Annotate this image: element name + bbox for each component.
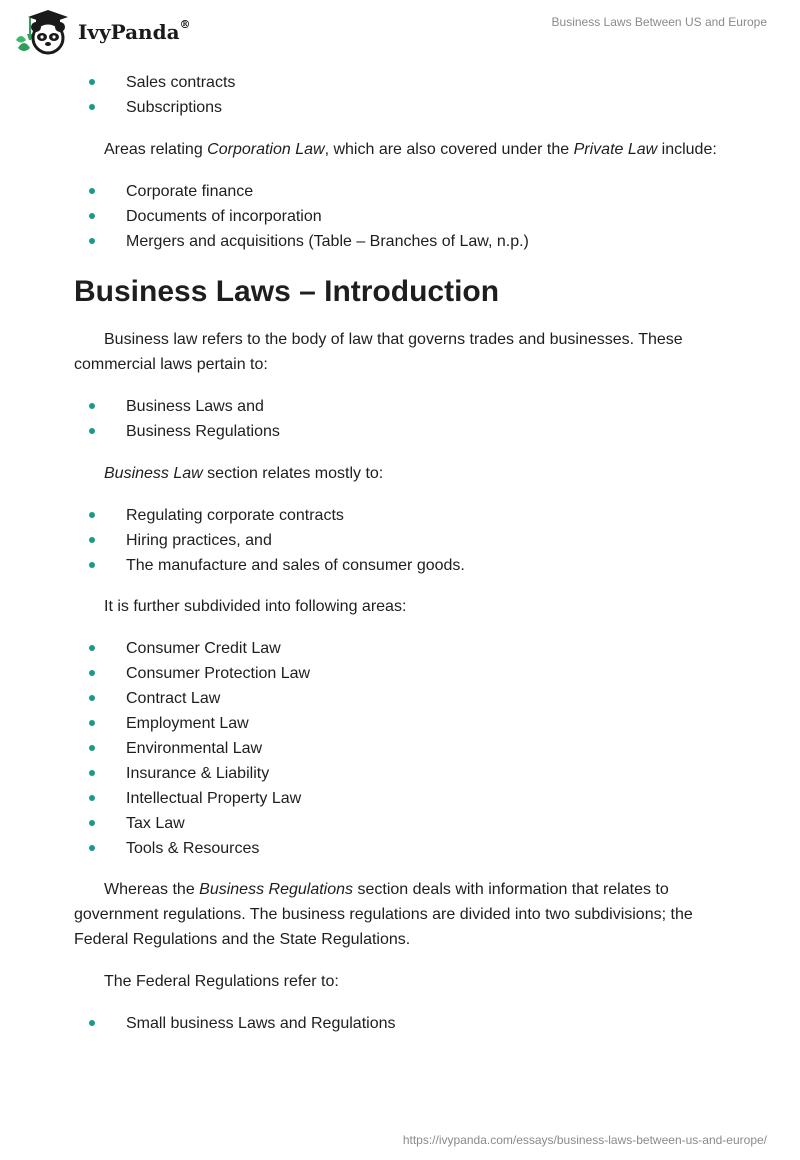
section-heading: Business Laws – Introduction: [74, 275, 500, 308]
bullet-list-federal: [74, 1011, 724, 1036]
bullet-list-top: [74, 70, 724, 120]
list-item: Employment Law: [74, 711, 724, 736]
list-item: Consumer Credit Law: [74, 636, 724, 661]
document-title: Business Laws Between US and Europe: [551, 15, 767, 29]
list-item: Business Laws and: [74, 394, 724, 419]
emphasis-private-law: Private Law: [573, 141, 658, 158]
text: section deals with information that relates to government regulations. The business regulations are divided into two subdivisions; the Federal Regulations and the State Regulations.: [74, 881, 693, 948]
list-item: Intellectual Property Law: [74, 786, 724, 811]
bullet-list-section: [74, 503, 724, 578]
list-item: Documents of incorporation: [74, 204, 724, 229]
paragraph-intro: Business law refers to the body of law that governs trades and businesses. These commercial laws pertain to:: [74, 331, 683, 373]
bullet-list-areas: [74, 636, 724, 861]
list-item: Tools & Resources: [74, 836, 724, 861]
paragraph-areas: It is further subdivided into following areas:: [104, 598, 407, 615]
emphasis-business-law: Business Law: [104, 465, 203, 482]
text: Areas relating: [104, 141, 208, 158]
paragraph-federal-regulations: The Federal Regulations refer to:: [104, 973, 339, 990]
list-item: Regulating corporate contracts: [74, 503, 724, 528]
list-item: Consumer Protection Law: [74, 661, 724, 686]
list-item: Insurance & Liability: [74, 761, 724, 786]
ivypanda-logo-icon[interactable]: [14, 8, 76, 56]
bullet-list-corporation: [74, 179, 724, 254]
footer-url-link[interactable]: https://ivypanda.com/essays/business-laws-between-us-and-europe/: [402, 1133, 767, 1147]
list-item: Business Regulations: [74, 419, 724, 444]
brand-name[interactable]: [78, 20, 191, 44]
list-item: Contract Law: [74, 686, 724, 711]
text: section relates mostly to:: [202, 465, 384, 482]
list-item: Mergers and acquisitions (Table – Branches of Law, n.p.): [74, 229, 724, 254]
brand-registered-mark: ®: [179, 18, 191, 31]
brand-text: IvyPanda: [78, 20, 180, 44]
paragraph-business-regulations: [74, 877, 724, 952]
list-item: Tax Law: [74, 811, 724, 836]
emphasis-business-regulations: Business Regulations: [199, 881, 354, 898]
text: include:: [657, 141, 717, 158]
list-item: The manufacture and sales of consumer goods.: [74, 553, 724, 578]
emphasis-corporation-law: Corporation Law: [207, 141, 325, 158]
paragraph-business-law-section: [74, 461, 724, 486]
list-item: Sales contracts: [74, 70, 724, 95]
list-item: Corporate finance: [74, 179, 724, 204]
list-item: Subscriptions: [74, 95, 724, 120]
page-header: [0, 0, 800, 62]
list-item: Hiring practices, and: [74, 528, 724, 553]
bullet-list-pertain: [74, 394, 724, 444]
text: , which are also covered under the: [324, 141, 574, 158]
paragraph-corporation-law: [74, 137, 724, 162]
text: Whereas the: [104, 881, 200, 898]
list-item: Small business Laws and Regulations: [74, 1011, 724, 1036]
article-content: [74, 70, 724, 1036]
list-item: Environmental Law: [74, 736, 724, 761]
